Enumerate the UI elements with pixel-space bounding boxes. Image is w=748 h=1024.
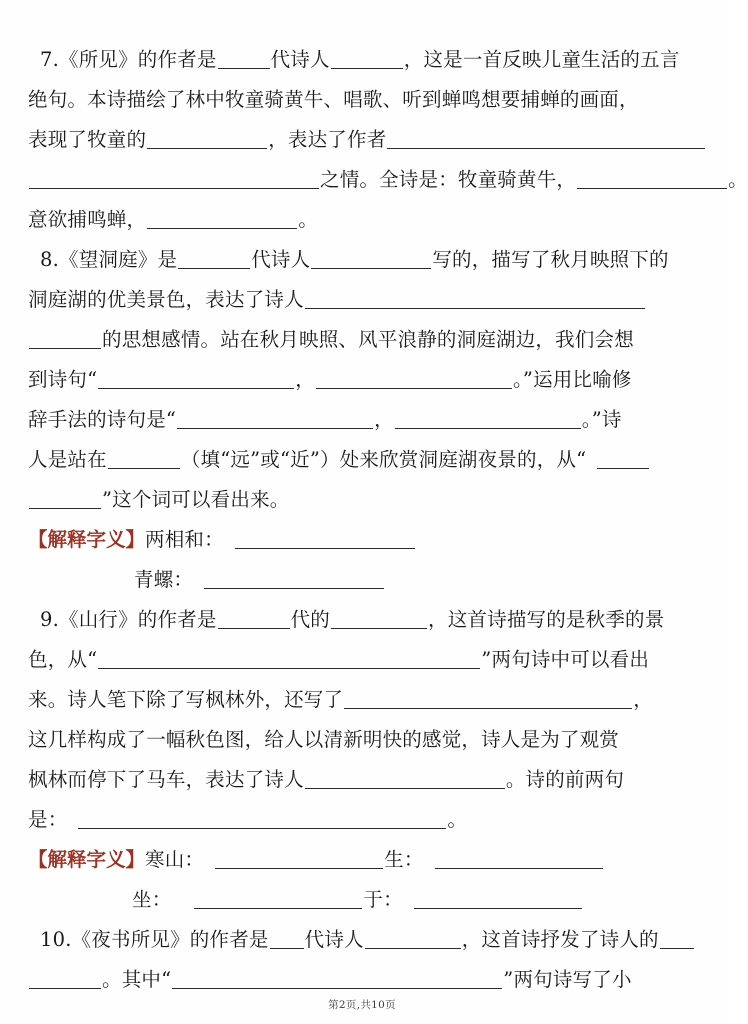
q7-blank-verse-1[interactable] bbox=[577, 171, 727, 189]
q9-text-h: 这几样构成了一幅秋色图，给人以清新明快的感觉，诗人是为了观赏 bbox=[28, 728, 620, 751]
q10-text-e: ”两句诗写了小 bbox=[503, 968, 632, 991]
q7-text-g: 之情。全诗是：牧童骑黄牛， bbox=[320, 168, 577, 191]
question-8-line-3 bbox=[28, 320, 696, 360]
q8-explain-blank-1[interactable] bbox=[235, 531, 415, 549]
q10-blank-emotion-1[interactable] bbox=[660, 931, 694, 949]
q8-text-c: 写的，描写了秋月映照下的 bbox=[432, 248, 669, 271]
q9-blank-verse[interactable] bbox=[98, 651, 480, 669]
q7-blank-verse-2[interactable] bbox=[147, 211, 297, 229]
q8-text-a: 8.《望洞庭》是 bbox=[40, 248, 178, 271]
question-block-9 bbox=[28, 600, 696, 920]
q9-text-g: ， bbox=[633, 688, 653, 711]
q9-text-a: 9.《山行》的作者是 bbox=[40, 608, 217, 631]
q8-blank-word-2[interactable] bbox=[29, 491, 101, 509]
q8-blank-word-1[interactable] bbox=[597, 451, 649, 469]
q9-blank-first-couplet[interactable] bbox=[78, 811, 446, 829]
q8-blank-position[interactable] bbox=[108, 451, 180, 469]
q7-text-b: 代诗人 bbox=[270, 48, 330, 71]
q9-text-b: 代的 bbox=[290, 608, 331, 631]
q7-blank-feeling-2[interactable] bbox=[29, 171, 319, 189]
q7-text-h: 。 bbox=[728, 168, 748, 191]
q10-blank-poet[interactable] bbox=[365, 931, 461, 949]
question-8-line-6 bbox=[28, 440, 696, 480]
q8-blank-quote-1a[interactable] bbox=[98, 371, 294, 389]
q8-blank-quote-2a[interactable] bbox=[177, 411, 373, 429]
q7-text-d: 绝句。本诗描绘了林中牧童骑黄牛、唱歌、听到蝉鸣想要捕蝉的画面， bbox=[28, 88, 639, 111]
q10-text-b: 代诗人 bbox=[304, 928, 364, 951]
q10-text-a: 10.《夜书所见》的作者是 bbox=[40, 928, 269, 951]
q9-explain-blank-4[interactable] bbox=[414, 891, 582, 909]
q7-text-a: 7.《所见》的作者是 bbox=[40, 48, 217, 71]
q8-text-n: ”这个词可以看出来。 bbox=[102, 488, 290, 511]
question-9-explain-line-2 bbox=[28, 880, 696, 920]
q8-text-b: 代诗人 bbox=[251, 248, 311, 271]
question-7-line-3 bbox=[28, 120, 696, 160]
q8-blank-quote-1b[interactable] bbox=[316, 371, 512, 389]
question-7-line-1 bbox=[28, 40, 696, 80]
question-8-explain-line-1 bbox=[28, 520, 696, 560]
q7-blank-poet[interactable] bbox=[331, 51, 403, 69]
q7-blank-feeling-1[interactable] bbox=[387, 131, 705, 149]
q9-text-l: 。 bbox=[447, 808, 468, 831]
q8-explain-term-1: 两相和： bbox=[145, 528, 224, 551]
explain-tag-9: 【解释字义】 bbox=[28, 848, 146, 871]
q10-blank-emotion-2[interactable] bbox=[29, 971, 101, 989]
q7-blank-dynasty[interactable] bbox=[218, 51, 270, 69]
q8-text-l: 人是站在 bbox=[28, 448, 107, 471]
q7-text-c: ，这是一首反映儿童生活的五言 bbox=[403, 48, 680, 71]
q8-text-g: ， bbox=[295, 368, 315, 391]
q7-text-e: 表现了牧童的 bbox=[28, 128, 147, 151]
question-block-10 bbox=[28, 920, 696, 1000]
q10-text-c: ，这首诗抒发了诗人的 bbox=[461, 928, 659, 951]
q8-explain-term-2: 青螺： bbox=[134, 568, 194, 591]
q9-blank-objects[interactable] bbox=[344, 691, 632, 709]
q9-explain-term-2: 生： bbox=[384, 848, 424, 871]
q10-blank-verse[interactable] bbox=[172, 971, 502, 989]
question-9-line-3 bbox=[28, 680, 696, 720]
q8-text-h: 。”运用比喻修 bbox=[512, 368, 632, 391]
page-footer: 第2页,共10页 bbox=[328, 999, 396, 1011]
question-8-line-1 bbox=[28, 240, 696, 280]
question-8-line-5 bbox=[28, 400, 696, 440]
question-7-line-4 bbox=[28, 160, 748, 200]
q9-text-i: 枫林而停下了马车，表达了诗人 bbox=[28, 768, 304, 791]
question-block-7 bbox=[28, 40, 748, 240]
q8-blank-quote-2b[interactable] bbox=[395, 411, 581, 429]
question-9-line-1 bbox=[28, 600, 696, 640]
question-9-line-5 bbox=[28, 760, 696, 800]
q9-text-j: 。诗的前两句 bbox=[505, 768, 625, 791]
question-7-line-2 bbox=[28, 80, 696, 120]
q7-blank-character[interactable] bbox=[147, 131, 267, 149]
q7-text-j: 。 bbox=[298, 208, 318, 231]
q8-text-i: 辞手法的诗句是“ bbox=[28, 408, 177, 431]
q9-explain-term-1: 寒山： bbox=[145, 848, 205, 871]
q9-explain-term-4: 于： bbox=[363, 888, 403, 911]
q8-explain-blank-2[interactable] bbox=[204, 571, 384, 589]
q8-text-k: 。”诗 bbox=[581, 408, 622, 431]
question-9-line-2 bbox=[28, 640, 696, 680]
q9-explain-blank-3[interactable] bbox=[194, 891, 362, 909]
question-8-line-2 bbox=[28, 280, 696, 320]
q9-text-f: 来。诗人笔下除了写枫林外，还写了 bbox=[28, 688, 344, 711]
q9-explain-blank-2[interactable] bbox=[435, 851, 603, 869]
question-9-explain-line-1 bbox=[28, 840, 696, 880]
document-body bbox=[28, 40, 748, 1000]
q8-text-j: ， bbox=[374, 408, 394, 431]
q9-text-e: ”两句诗中可以看出 bbox=[481, 648, 650, 671]
question-8-explain-line-2 bbox=[28, 560, 696, 600]
question-10-line-1 bbox=[28, 920, 696, 960]
q8-text-e: 的思想感情。站在秋月映照、风平浪静的洞庭湖边，我们会想 bbox=[102, 328, 634, 351]
q9-blank-poet[interactable] bbox=[331, 611, 427, 629]
q9-explain-term-3: 坐： bbox=[132, 888, 172, 911]
q7-text-i: 意欲捕鸣蝉， bbox=[28, 208, 147, 231]
question-9-line-6 bbox=[28, 800, 696, 840]
question-8-line-4 bbox=[28, 360, 696, 400]
q8-blank-emotion-2[interactable] bbox=[29, 331, 101, 349]
q8-blank-emotion-1[interactable] bbox=[305, 291, 645, 309]
q8-blank-poet[interactable] bbox=[311, 251, 431, 269]
q8-text-m: （填“远”或“近”）处来欣赏洞庭湖夜景的，从“ bbox=[180, 448, 587, 471]
question-block-8 bbox=[28, 240, 696, 600]
question-8-line-7 bbox=[28, 480, 696, 520]
q10-text-d: 。其中“ bbox=[102, 968, 172, 991]
question-7-line-5 bbox=[28, 200, 696, 240]
q8-text-d: 洞庭湖的优美景色，表达了诗人 bbox=[28, 288, 304, 311]
q9-text-k: 是： bbox=[28, 808, 68, 831]
q8-text-f: 到诗句“ bbox=[28, 368, 98, 391]
q7-text-f: ，表达了作者 bbox=[268, 128, 387, 151]
q9-explain-blank-1[interactable] bbox=[215, 851, 383, 869]
q8-blank-dynasty[interactable] bbox=[178, 251, 250, 269]
q9-blank-dynasty[interactable] bbox=[218, 611, 290, 629]
question-9-line-4 bbox=[28, 720, 696, 760]
q9-text-c: ，这首诗描写的是秋季的景 bbox=[428, 608, 665, 631]
q10-blank-dynasty[interactable] bbox=[270, 931, 304, 949]
explain-tag-8: 【解释字义】 bbox=[28, 528, 146, 551]
q9-blank-feeling[interactable] bbox=[305, 771, 505, 789]
q9-text-d: 色，从“ bbox=[28, 648, 98, 671]
question-10-line-2 bbox=[28, 960, 696, 1000]
